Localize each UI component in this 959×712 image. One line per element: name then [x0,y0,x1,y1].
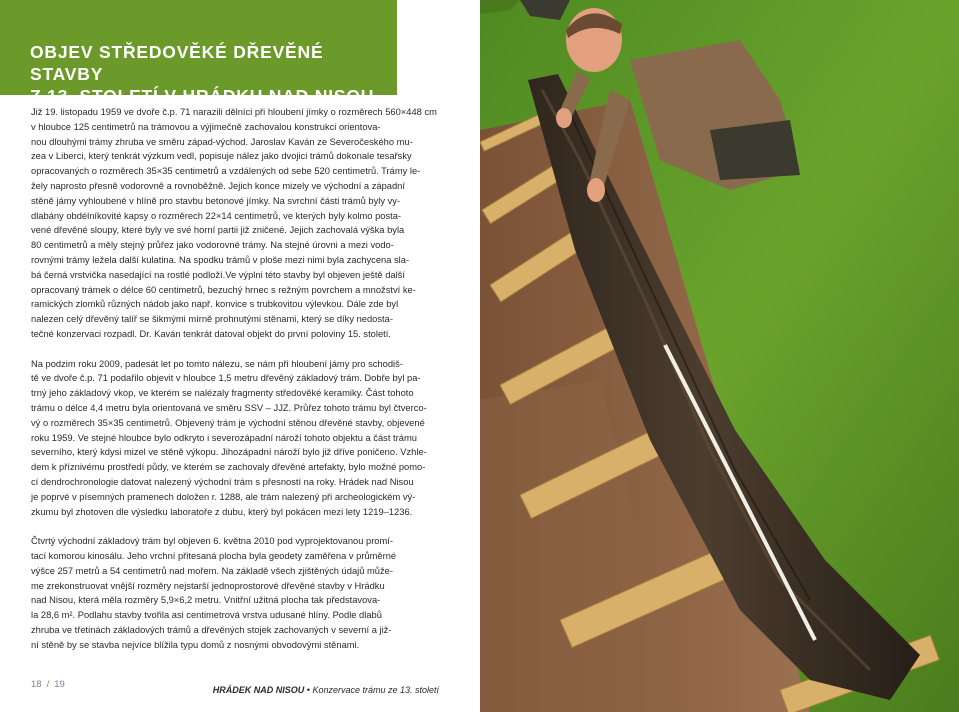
text-line: dlabány obdélníkovité kapsy o rozměrech 22×14 centimetrů, ve kterých byly kolmo posta- [31,210,402,221]
running-head-place: HRÁDEK NAD NISOU [212,685,305,695]
page-number-left: 18 [31,679,42,690]
text-line: roku 1959. Ve stejné hloubce bylo odkryto i severozápadní nároží tohoto objektu a část trámu [31,432,417,443]
title-band [0,0,397,106]
text-line: 80 centimetrů a měly stejný průřez jako vodorovné trámy. Na stejné úrovni a mezi vodo- [31,240,394,251]
text-line: trný jeho základový vkop, ve kterém se nalézaly fragmenty středověké keramiky. Část tohoto [31,388,414,399]
text-line: v hloubce 125 centimetrů na trámovou a výjimečně zachovalou konstrukci orientova- [31,121,381,132]
running-head [213,685,439,695]
text-line: dem k příznivému prostředí půdy, ve kterém se zachovaly dřevěné artefakty, bylo možné pomo- [31,462,426,473]
text-line: zkumu byl zhotoven dle výsledku laboratoře z dubu, který byl pokácen mezi lety 1219–1236. [31,506,413,517]
text-line: opracovaných o rozměrech 35×35 centimetrů a vzdálených od sebe 520 centimetrů. Trámy le- [31,166,421,177]
article-title-line-2: Z 13. STOLETÍ V HRÁDKU NAD NISOU [30,86,375,106]
text-line: la 28,6 m². Podlahu stavby tvořila asi centimetrová vrstva udusané hlíny. Podle dlabů [31,610,382,621]
text-line: trámu o délce 4,4 metru byla orientovaná ve směru SSV – JJZ. Průřez tohoto trámu byl čtverco- [31,402,427,413]
article-title [30,41,397,107]
text-line: tě ve dvoře č.p. 71 podařilo objevit v hloubce 1,5 metru dřevěný základový trám. Dobře byl pa- [31,373,421,384]
page-numbers [31,679,65,690]
body-paragraph-1 [31,105,437,342]
text-line: vené dřevěné sloupy, které byly ve své horní partii již zničené. Jejich zachovalá výška byla [31,225,405,236]
page-number-right: 19 [54,679,65,690]
body-paragraph-2 [31,357,431,520]
text-line: stěně jámy vyhloubené v hlíně pro stavbu betonové jímky. Na svrchní části trámů byly vy- [31,195,401,206]
text-line: nalezen celý dřevěný talíř se šikmými mírně prohnutými stěnami, který se díky nedosta- [31,314,393,325]
text-line: je poprvé v písemných pramenech doložen r. 1288, ale trám nalezený při archeologickém vý- [31,491,416,502]
text-line: vý o rozměrech 35×35 centimetrů. Objevený trám je východní stěnou dřevěné stavby, objevené [31,417,425,428]
text-line: cí dendrochronologie datovat nalezený východní trám s přesností na roky. Hrádek nad Nisou [31,476,414,487]
text-line: tací komorou kinosálu. Jeho vrchní přitesaná plocha byla geodety zaměřena v průměrné [31,550,397,561]
text-line: bá černá vrstvička nasedající na rostlé podloží.Ve výplni této stavby byl objeven ještě další [31,269,405,280]
text-line: Na podzim roku 2009, padesát let po tomto nálezu, se nám při hloubení jámy pro schodiš- [31,358,403,369]
text-line: ramických zlomků různých nádob jako např. konvice s trubkovitou výlevkou. Dále zde byl [31,299,399,310]
running-head-subtitle: Konzervace trámu ze 13. století [312,685,439,695]
text-line: výšce 257 metrů a 54 centimetrů nad mořem. Na základě všech zjištěných údajů může- [31,565,393,576]
article-title-line-1: OBJEV STŘEDOVĚKÉ DŘEVĚNÉ STAVBY [30,42,324,84]
text-line: me zrekonstruovat vnější rozměry nejstarší jednoprostorové dřevěné stavby v Hrádku [31,580,385,591]
text-line: opracovaný trámek o délce 60 centimetrů, bezuchý hrnec s režným povrchem a množství ke- [31,284,416,295]
text-line: zea v Liberci, který tenkrát výzkum vedl, popisuje nález jako dvojici trámů dokonale tesařsky [31,151,412,162]
text-line: nou dlouhými trámy zhruba ve směru západ-východ. Jaroslav Kaván ze Severočeského mu- [31,136,413,147]
body-paragraph-3 [31,534,431,652]
article-body [31,105,437,667]
text-line: tečné konzervaci rozpadl. Dr. Kaván tenkrát datoval objekt do první poloviny 15. století. [31,328,391,339]
text-line: Čtvrtý východní základový trám byl objeven 6. května 2010 pod vyprojektovanou promí- [31,536,393,547]
text-line: ní stěně by se stavba nejvíce blížila typu domů z nosnými obvodovými stěnami. [31,639,360,650]
page-footer [31,677,439,693]
page-number-separator: / [46,679,50,690]
text-line: Již 19. listopadu 1959 ve dvoře č.p. 71 narazili dělníci při hloubení jímky o rozměrech 560×448 cm [31,107,437,117]
beam-photo [480,0,959,712]
text-line: zhruba ve třetinách základových trámů a dřevěných stojek zachovaných v severní a již- [31,624,392,635]
running-head-bullet: • [304,685,313,695]
text-line: nad Nisou, která měla rozměry 5,9×6,2 metru. Vnitřní užitná plocha tak představova- [31,595,381,606]
text-line: severního, který kdysi mizel ve stěně výkopu. Jihozápadní nároží bylo již dříve poničeno. Vzhle- [31,447,427,458]
text-line: žely naprosto přesně vodorovně a rovnoběžně. Jejich konce mizely ve východní a západní [31,180,405,191]
text-line: rovnými trámy ležela další kulatina. Na spodku trámů v ploše mezi nimi byla zachycena sla- [31,254,410,265]
